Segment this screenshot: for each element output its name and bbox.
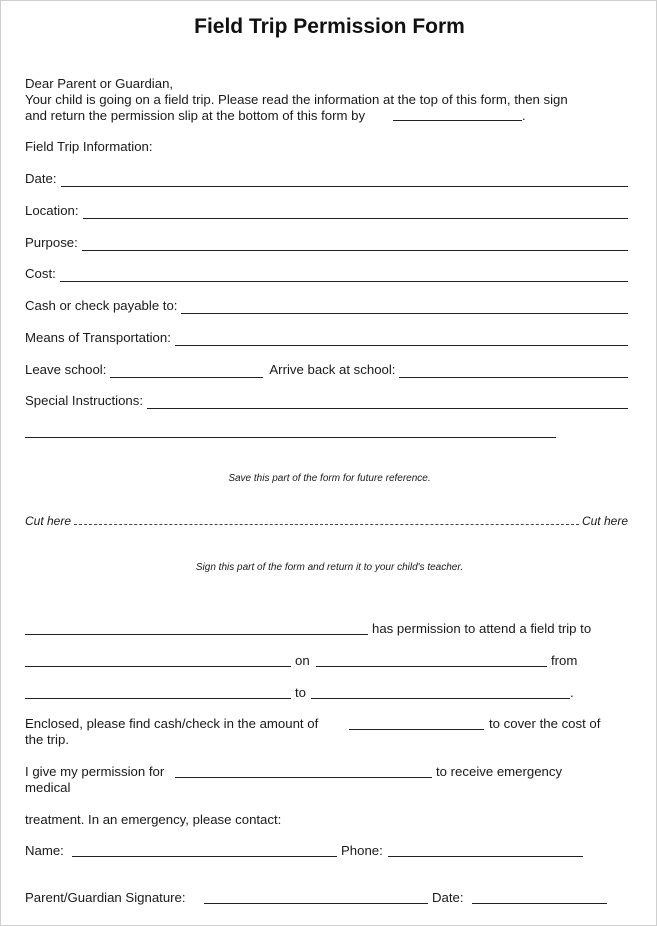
emergency-child-field[interactable]: [175, 777, 432, 778]
info-heading: Field Trip Information:: [25, 139, 153, 154]
date-row: [25, 171, 628, 187]
contact-phone-label: Phone:: [341, 843, 383, 858]
special-field-line-2[interactable]: [25, 437, 556, 438]
purpose-row: [25, 235, 628, 251]
page-title: Field Trip Permission Form: [194, 15, 465, 38]
medical-text: medical: [25, 780, 71, 795]
amount-field[interactable]: [349, 729, 484, 730]
contact-name-field[interactable]: [72, 856, 337, 857]
leave-label: Leave school:: [25, 362, 107, 377]
cost-field[interactable]: [60, 270, 628, 282]
return-by-date-field[interactable]: [393, 120, 522, 121]
date-field[interactable]: [61, 175, 628, 187]
arrive-field[interactable]: [399, 366, 628, 378]
signature-date-field[interactable]: [472, 903, 607, 904]
payable-label: Cash or check payable to:: [25, 298, 178, 313]
signature-field[interactable]: [204, 903, 428, 904]
location-field[interactable]: [83, 207, 628, 219]
destination-field[interactable]: [25, 666, 291, 667]
times-row: [25, 362, 628, 378]
signature-date-label: Date:: [432, 890, 464, 905]
purpose-label: Purpose:: [25, 235, 78, 250]
greeting: Dear Parent or Guardian,: [25, 76, 174, 91]
sign-note: Sign this part of the form and return it to your child's teacher.: [195, 562, 464, 573]
cost-label: Cost:: [25, 266, 56, 281]
arrive-label: Arrive back at school:: [269, 362, 396, 377]
the-trip-text: the trip.: [25, 732, 69, 747]
location-label: Location:: [25, 203, 79, 218]
intro-line-1: Your child is going on a field trip. Please read the information at the top of this form, then sign: [25, 92, 568, 107]
from-text: from: [551, 653, 578, 668]
treatment-text: treatment. In an emergency, please contact:: [25, 812, 282, 827]
contact-phone-field[interactable]: [388, 856, 583, 857]
to-time-field[interactable]: [311, 698, 570, 699]
from-time-field[interactable]: [25, 698, 291, 699]
on-text: on: [295, 653, 310, 668]
location-row: [25, 203, 628, 219]
intro-line-2: and return the permission slip at the bottom of this form by: [25, 108, 366, 123]
payable-row: [25, 298, 628, 314]
to-text: to: [295, 685, 306, 700]
leave-field[interactable]: [110, 366, 263, 378]
child-name-field[interactable]: [25, 634, 368, 635]
contact-name-label: Name:: [25, 843, 64, 858]
purpose-field[interactable]: [82, 239, 628, 251]
transport-label: Means of Transportation:: [25, 330, 171, 345]
slip-period: .: [570, 685, 574, 700]
intro-period: .: [522, 108, 526, 123]
payable-field[interactable]: [181, 302, 628, 314]
cut-line: [25, 514, 628, 528]
cover-cost-text: to cover the cost of: [489, 716, 601, 731]
special-field[interactable]: [147, 397, 628, 409]
emergency-text: to receive emergency: [436, 764, 563, 779]
give-permission-text: I give my permission for: [25, 764, 165, 779]
cut-here-right: Cut here: [581, 514, 628, 528]
enclosed-text: Enclosed, please find cash/check in the amount of: [25, 716, 319, 731]
cut-dashes: [74, 518, 579, 525]
special-label: Special Instructions:: [25, 393, 144, 408]
transport-row: [25, 330, 628, 346]
trip-date-field[interactable]: [316, 666, 547, 667]
signature-label: Parent/Guardian Signature:: [25, 890, 186, 905]
cut-here-left: Cut here: [25, 514, 72, 528]
transport-field[interactable]: [175, 334, 628, 346]
special-row: [25, 393, 628, 409]
save-note: Save this part of the form for future reference.: [228, 473, 431, 484]
cost-row: [25, 266, 628, 282]
permission-text: has permission to attend a field trip to: [372, 621, 592, 636]
date-label: Date:: [25, 171, 57, 186]
